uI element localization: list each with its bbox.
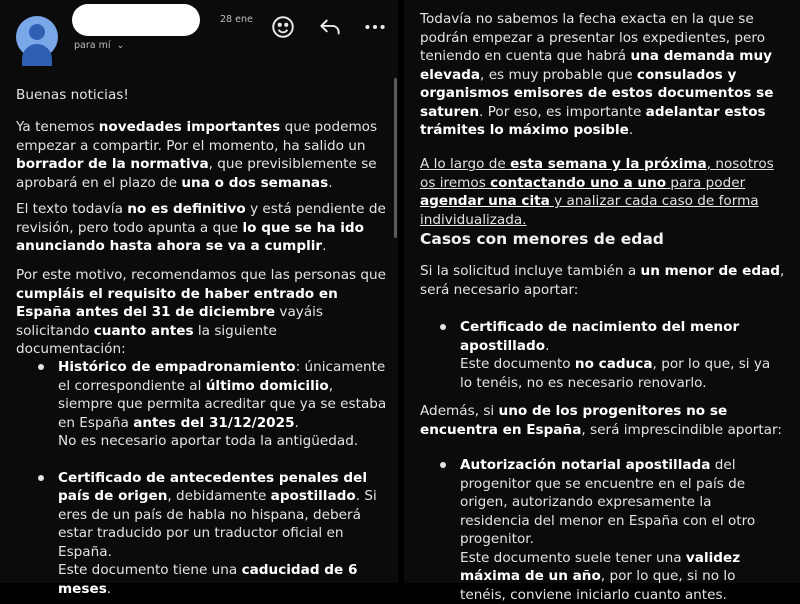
document-list — [58, 358, 388, 598]
reply-icon[interactable] — [317, 14, 343, 40]
bullet-text — [58, 358, 388, 451]
text-run: , es muy probable que — [480, 66, 637, 83]
text-run: para poder — [666, 174, 746, 191]
greeting: Buenas noticias! — [16, 87, 129, 103]
text-run: Todavía no sabemos la fecha exacta en la que se podrán empezar a presentar los expedientes, pero teniendo en cuenta que habrá — [420, 11, 766, 64]
list-item-empadronamiento — [58, 358, 388, 451]
text-run: Si la solicitud incluye también a — [420, 263, 641, 279]
paragraph-recommendation — [16, 266, 388, 359]
chevron-down-icon: ⌄ — [116, 40, 125, 51]
text-run: vayáis solicitando — [16, 304, 324, 339]
minor-document-list — [460, 318, 780, 392]
text-run: y analizar cada caso de forma individualizada. — [420, 193, 759, 228]
bullet-icon — [440, 324, 446, 330]
text-run: . — [628, 122, 634, 138]
text-run: la siguiente documentación: — [16, 322, 277, 357]
text-run: A lo largo de — [420, 156, 511, 172]
emphasis-text: consulados y organismos emisores de estos documentos se saturen — [420, 66, 774, 120]
text-run: Por este motivo, recomendamos que las personas que — [16, 267, 387, 283]
list-item-birth-certificate — [460, 318, 780, 392]
paragraph-news — [16, 118, 388, 192]
email-panel-left — [0, 0, 398, 597]
emphasis-text: agendar una cita — [420, 193, 550, 209]
emphasis-text: no es definitivo — [127, 201, 246, 217]
bullet-icon — [38, 364, 44, 370]
paragraph-minors — [420, 262, 786, 299]
text-run: Además, si — [420, 403, 499, 419]
emphasis-text: cuanto antes — [93, 322, 194, 339]
emphasis-text: adelantar estos trámites lo máximo posible — [420, 103, 766, 138]
emphasis-text: esta semana y la próxima — [510, 156, 707, 172]
sender-name-redacted[interactable] — [72, 4, 200, 36]
paragraph-draft-status — [16, 200, 388, 256]
scrollbar[interactable] — [394, 78, 397, 238]
text-run: , será imprescindible aportar: — [581, 421, 782, 438]
recipient-toggle[interactable] — [74, 40, 124, 51]
emphasis-text: no caduca — [574, 356, 653, 372]
emphasis-text: Autorización notarial apostillada — [460, 457, 711, 473]
emphasis-text: uno de los progenitores no se encuentra en España — [420, 403, 728, 438]
text-run: del progenitor que se encuentre en el país de origen, autorizando expresamente la residencia del menor en España con el otro progenitor. — [460, 457, 756, 547]
text-run: , nosotros os iremos — [420, 156, 774, 191]
text-run: . — [322, 238, 327, 254]
text-run: y está pendiente de revisión, pero todo apunta a que — [16, 201, 386, 236]
text-run: . — [294, 414, 299, 431]
emphasis-text: cumpláis el requisito de haber entrado en España antes del 31 de diciembre — [16, 285, 338, 320]
bullet-icon — [440, 462, 446, 468]
list-item-antecedentes — [58, 469, 388, 599]
paragraph-timing — [420, 10, 786, 140]
emphasis-text: Certificado de antecedentes penales del país de origen — [58, 469, 367, 504]
bullet-text — [460, 318, 780, 392]
emphasis-text: borrador de la normativa — [16, 156, 209, 172]
paragraph-parents — [420, 402, 786, 439]
emphasis-text: apostillado — [270, 488, 356, 504]
emoji-icon[interactable] — [270, 14, 296, 40]
section-heading: Casos con menores de edad — [420, 230, 664, 248]
email-date: 28 ene — [220, 14, 253, 25]
emphasis-text: contactando uno a uno — [490, 174, 667, 191]
emphasis-text: Certificado de nacimiento del menor apostillado — [460, 319, 740, 354]
bullet-text — [460, 456, 782, 604]
text-run: No es necesario aportar toda la antigüedad. — [58, 433, 359, 449]
to-label: para mí — [74, 40, 111, 51]
emphasis-text: una o dos semanas — [181, 174, 329, 191]
paragraph-appointments[interactable] — [420, 155, 790, 229]
more-icon[interactable] — [362, 14, 388, 40]
emphasis-text: Histórico de empadronamiento — [58, 359, 296, 375]
text-run: , que previsiblemente se aprobará en el plazo de — [16, 156, 377, 191]
emphasis-text: un menor de edad — [640, 263, 780, 279]
emphasis-text: antes del 31/12/2025 — [133, 414, 295, 431]
emphasis-text: lo que se ha ido anunciando hasta ahora se va a cumplir — [16, 219, 364, 254]
bullet-text — [58, 469, 388, 599]
text-run: , debidamente — [167, 488, 271, 504]
text-run: que podemos empezar a compartir. Por el momento, ha salido un — [16, 119, 378, 154]
list-item-notarial-authorization — [460, 456, 782, 604]
text-run: . Por eso, es importante — [479, 103, 646, 120]
text-run: . — [106, 580, 112, 597]
text-run: : únicamente el correspondiente al — [58, 359, 386, 394]
text-run: , será necesario aportar: — [420, 263, 785, 298]
text-run: , por lo que, si ya lo tenéis, no es necesario renovarlo. — [460, 356, 771, 391]
text-run: Este documento suele tener una — [460, 549, 686, 566]
avatar[interactable] — [16, 16, 58, 58]
emphasis-text: una demanda muy elevada — [420, 48, 773, 83]
text-run: Ya tenemos — [16, 119, 99, 135]
text-run: , por lo que, si no lo tenéis, conviene iniciarlo cuanto antes. — [460, 568, 736, 603]
text-run: . Si eres de un país de habla no hispana, deberá estar traducido por un traductor oficial en España. — [58, 488, 377, 560]
emphasis-text: novedades importantes — [98, 119, 281, 135]
emphasis-text: validez máxima de un año — [460, 549, 741, 584]
text-run: Este documento — [460, 356, 575, 372]
emphasis-text: caducidad de 6 meses — [58, 562, 358, 597]
email-panel-right — [404, 0, 800, 603]
parent-document-list — [460, 456, 782, 604]
text-run: , siempre que permita acreditar que ya se estaba en España — [58, 377, 387, 431]
text-run: . — [328, 174, 333, 191]
text-run: El texto todavía — [16, 201, 128, 217]
text-run: . — [545, 337, 550, 354]
text-run: Este documento tiene una — [58, 562, 242, 578]
emphasis-text: último domicilio — [205, 377, 329, 394]
bullet-icon — [38, 475, 44, 481]
